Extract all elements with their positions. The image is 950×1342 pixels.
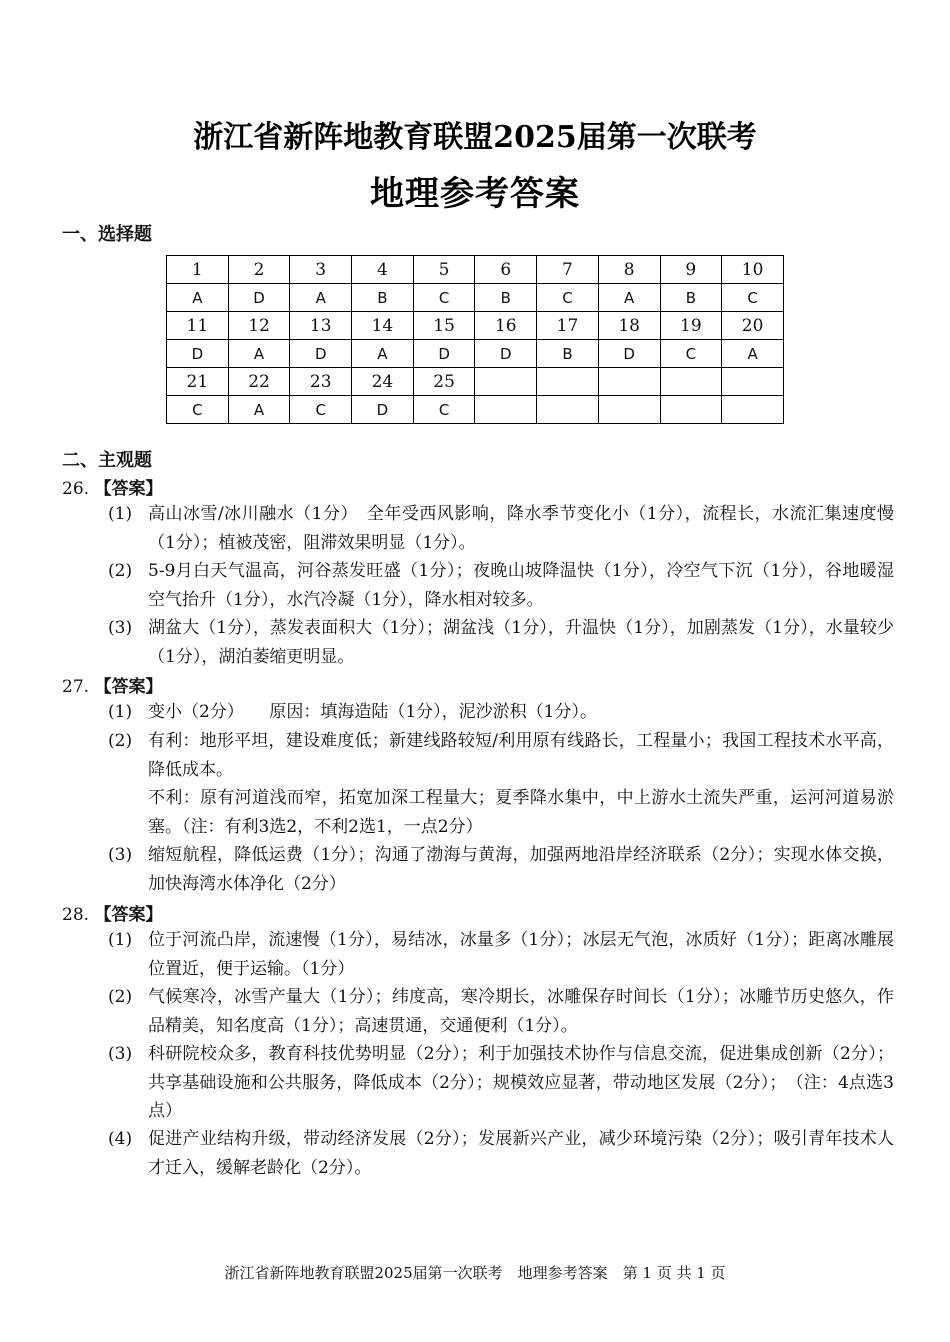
item-number: (2) [108, 987, 133, 1007]
table-cell-answer: A [167, 284, 229, 312]
item-number: (3) [108, 845, 133, 865]
item-text: 高山冰雪/冰川融水（1分） 全年受西风影响，降水季节变化小（1分），流程长，水流汇集速度慢（1分）；植被茂密，阻滞效果明显（1分）。 [148, 504, 894, 553]
table-cell-number: 3 [290, 256, 352, 284]
answer-item [108, 983, 894, 1040]
table-cell-number: 5 [413, 256, 475, 284]
table-cell-answer: B [537, 340, 599, 368]
question-header [62, 474, 162, 499]
table-cell-number [475, 368, 537, 396]
item-number: (2) [108, 731, 133, 751]
answer-item [108, 841, 894, 898]
question-number-row [167, 312, 784, 340]
table-cell-answer [537, 396, 599, 424]
item-number: (4) [108, 1129, 133, 1149]
table-cell-answer: A [598, 284, 660, 312]
table-cell-number [537, 368, 599, 396]
question-header [62, 900, 162, 925]
table-cell-answer: C [722, 284, 784, 312]
table-cell-answer: A [290, 284, 352, 312]
table-cell-number: 8 [598, 256, 660, 284]
item-text: 科研院校众多，教育科技优势明显（2分）；利于加强技术协作与信息交流，促进集成创新（2分）；共享基础设施和公共服务，降低成本（2分）；规模效应显著，带动地区发展（2分）； （注：4点选3点） [148, 1044, 894, 1121]
answer-item [108, 1125, 894, 1182]
table-cell-number: 13 [290, 312, 352, 340]
question-number-row [167, 256, 784, 284]
table-cell-number: 24 [352, 368, 414, 396]
question-number: 26. [62, 479, 90, 499]
table-cell-answer: B [352, 284, 414, 312]
table-cell-answer: C [413, 284, 475, 312]
table-cell-number: 21 [167, 368, 229, 396]
section-heading-subjective: 二、主观题 [62, 450, 152, 471]
answer-letter-row [167, 396, 784, 424]
answer-item [108, 614, 894, 671]
item-text: 湖盆大（1分），蒸发表面积大（1分）；湖盆浅（1分），升温快（1分），加剧蒸发（1分），水量较少（1分），湖泊萎缩更明显。 [148, 618, 894, 667]
answer-tag: 【答案】 [94, 677, 163, 697]
item-text: 不利：原有河道浅而窄，拓宽加深工程量大；夏季降水集中，中上游水土流失严重，运河河道易淤塞。（注：有利3选2，不利2选1，一点2分） [148, 788, 894, 837]
table-cell-answer [475, 396, 537, 424]
question-number: 28. [62, 905, 90, 925]
answer-letter-row [167, 284, 784, 312]
answer-item [108, 926, 894, 983]
item-text: 气候寒冷，冰雪产量大（1分）；纬度高，寒冷期长，冰雕保存时间长（1分）；冰雕节历史悠久，作品精美，知名度高（1分）；高速贯通，交通便利（1分）。 [148, 987, 894, 1036]
table-cell-answer: A [228, 396, 290, 424]
table-cell-number: 15 [413, 312, 475, 340]
table-cell-number: 16 [475, 312, 537, 340]
table-cell-number: 18 [598, 312, 660, 340]
table-cell-answer: C [537, 284, 599, 312]
table-cell-answer: C [290, 396, 352, 424]
table-cell-answer: D [228, 284, 290, 312]
table-cell-answer [722, 396, 784, 424]
item-number: (2) [108, 561, 133, 581]
answer-item [108, 500, 894, 557]
table-cell-answer: C [660, 340, 722, 368]
section-heading-choice: 一、选择题 [62, 224, 152, 245]
table-cell-number: 10 [722, 256, 784, 284]
answer-item [108, 698, 894, 727]
table-cell-answer: C [167, 396, 229, 424]
item-number: (1) [108, 504, 133, 524]
table-cell-number: 25 [413, 368, 475, 396]
exam-title: 浙江省新阵地教育联盟2025届第一次联考 [193, 120, 757, 155]
table-cell-number: 12 [228, 312, 290, 340]
table-cell-number [660, 368, 722, 396]
table-cell-number: 9 [660, 256, 722, 284]
table-cell-answer: B [660, 284, 722, 312]
table-cell-number: 20 [722, 312, 784, 340]
item-number: (3) [108, 618, 133, 638]
table-cell-answer: B [475, 284, 537, 312]
answer-item [108, 727, 894, 841]
page-footer: 浙江省新阵地教育联盟2025届第一次联考 地理参考答案 第 1 页 共 1 页 [224, 1264, 726, 1282]
table-cell-answer [598, 396, 660, 424]
table-cell-answer: A [722, 340, 784, 368]
item-number: (1) [108, 702, 133, 722]
table-cell-number: 11 [167, 312, 229, 340]
question-header [62, 672, 162, 697]
answer-letter-row [167, 340, 784, 368]
item-text: 位于河流凸岸，流速慢（1分），易结冰，冰量多（1分）；冰层无气泡，冰质好（1分）；距离冰雕展位置近，便于运输。（1分） [148, 930, 894, 979]
table-cell-answer: D [352, 396, 414, 424]
table-cell-number: 14 [352, 312, 414, 340]
item-number: (1) [108, 930, 133, 950]
item-text: 有利：地形平坦，建设难度低；新建线路较短/利用原有线路长，工程量小；我国工程技术水平高，降低成本。 [148, 731, 894, 780]
table-cell-answer [660, 396, 722, 424]
question-number: 27. [62, 677, 90, 697]
table-cell-answer: A [228, 340, 290, 368]
table-cell-number: 4 [352, 256, 414, 284]
item-text: 5-9月白天气温高，河谷蒸发旺盛（1分）；夜晚山坡降温快（1分），冷空气下沉（1分），谷地暖湿空气抬升（1分），水汽冷凝（1分），降水相对较多。 [148, 561, 894, 610]
table-cell-number: 19 [660, 312, 722, 340]
item-text: 变小（2分） 原因：填海造陆（1分），泥沙淤积（1分）。 [148, 702, 597, 722]
document-subtitle: 地理参考答案 [370, 174, 580, 214]
table-cell-answer: D [475, 340, 537, 368]
table-cell-number: 7 [537, 256, 599, 284]
table-cell-number: 1 [167, 256, 229, 284]
table-cell-number: 23 [290, 368, 352, 396]
question-number-row [167, 368, 784, 396]
item-number: (3) [108, 1044, 133, 1064]
item-text: 促进产业结构升级，带动经济发展（2分）；发展新兴产业，减少环境污染（2分）；吸引青年技术人才迁入，缓解老龄化（2分）。 [148, 1129, 894, 1178]
answer-table [166, 255, 784, 424]
table-cell-number: 17 [537, 312, 599, 340]
table-cell-answer: D [167, 340, 229, 368]
answer-tag: 【答案】 [94, 479, 163, 499]
table-cell-answer: D [413, 340, 475, 368]
table-cell-number [598, 368, 660, 396]
table-cell-answer: D [290, 340, 352, 368]
answer-tag: 【答案】 [94, 905, 163, 925]
table-cell-answer: D [598, 340, 660, 368]
item-text: 缩短航程，降低运费（1分）；沟通了渤海与黄海，加强两地沿岸经济联系（2分）；实现水体交换，加快海湾水体净化（2分） [148, 845, 894, 894]
table-cell-answer: C [413, 396, 475, 424]
table-cell-answer: A [352, 340, 414, 368]
table-cell-number [722, 368, 784, 396]
table-cell-number: 2 [228, 256, 290, 284]
answer-item [108, 1040, 894, 1126]
table-cell-number: 22 [228, 368, 290, 396]
answer-item [108, 557, 894, 614]
table-cell-number: 6 [475, 256, 537, 284]
